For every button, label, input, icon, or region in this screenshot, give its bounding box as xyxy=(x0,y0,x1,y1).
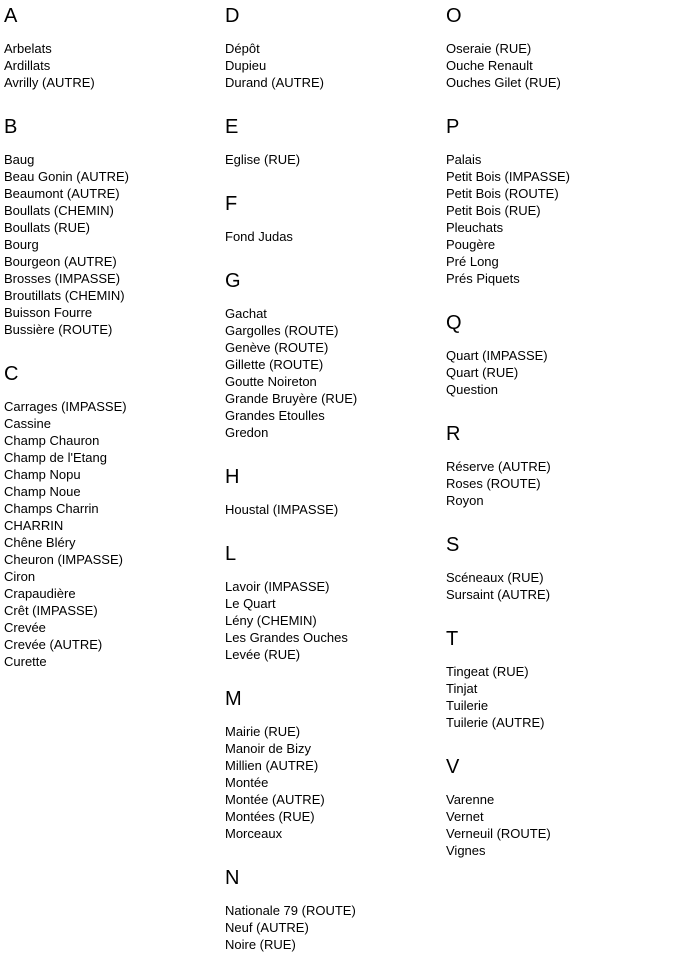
letter-heading: F xyxy=(225,193,238,215)
index-entry[interactable]: Gachat xyxy=(225,306,267,321)
letter-section xyxy=(225,866,446,953)
letter-section xyxy=(225,687,446,842)
index-entry[interactable]: Prés Piquets xyxy=(446,271,520,286)
index-entry[interactable]: Dépôt xyxy=(225,41,260,56)
index-entry[interactable]: Sursaint (AUTRE) xyxy=(446,587,551,602)
index-entry[interactable]: Neuf (AUTRE) xyxy=(225,920,309,935)
letter-heading: M xyxy=(225,688,242,710)
index-column xyxy=(446,4,667,953)
index-entry[interactable]: Carrages (IMPASSE) xyxy=(4,399,127,414)
letter-heading: A xyxy=(4,5,18,27)
index-entry[interactable]: Crevée xyxy=(4,620,46,635)
index-entry[interactable]: Chêne Bléry xyxy=(4,535,76,550)
index-entry[interactable]: Gargolles (ROUTE) xyxy=(225,323,339,338)
letter-heading: S xyxy=(446,534,460,556)
index-entry[interactable]: Baug xyxy=(4,152,35,167)
letter-section xyxy=(446,311,667,398)
index-entry[interactable]: Beau Gonin (AUTRE) xyxy=(4,169,129,184)
letter-heading: D xyxy=(225,5,240,27)
index-entry[interactable]: Champ Nopu xyxy=(4,467,81,482)
index-entry[interactable]: Quart (IMPASSE) xyxy=(446,348,548,363)
index-entry[interactable]: Cassine xyxy=(4,416,51,431)
index-entry[interactable]: Manoir de Bizy xyxy=(225,741,311,756)
letter-section xyxy=(225,4,446,91)
index-column xyxy=(225,4,446,953)
index-entry[interactable]: Tuilerie xyxy=(446,698,489,713)
letter-section xyxy=(446,533,667,603)
index-entry[interactable]: Question xyxy=(446,382,499,397)
index-entry[interactable]: Avrilly (AUTRE) xyxy=(4,75,95,90)
index-entry[interactable]: Le Quart xyxy=(225,596,276,611)
index-entry[interactable]: Champ de l'Etang xyxy=(4,450,107,465)
index-entry[interactable]: Réserve (AUTRE) xyxy=(446,459,551,474)
index-entry[interactable]: Oseraie (RUE) xyxy=(446,41,532,56)
letter-heading: L xyxy=(225,543,237,565)
index-entry[interactable]: Vignes xyxy=(446,843,486,858)
index-entry[interactable]: Champ Noue xyxy=(4,484,81,499)
index-entry[interactable]: Crapaudière xyxy=(4,586,76,601)
index-entry[interactable]: Millien (AUTRE) xyxy=(225,758,319,773)
index-entry[interactable]: Petit Bois (RUE) xyxy=(446,203,541,218)
index-entry[interactable]: Vernet xyxy=(446,809,484,824)
index-entry[interactable]: Eglise (RUE) xyxy=(225,152,301,167)
letter-heading: C xyxy=(4,363,19,385)
index-entry[interactable]: Bourgeon (AUTRE) xyxy=(4,254,117,269)
letter-heading: E xyxy=(225,116,239,138)
letter-section xyxy=(225,542,446,663)
index-entry[interactable]: Roses (ROUTE) xyxy=(446,476,541,491)
index-entry[interactable]: Pleuchats xyxy=(446,220,504,235)
index-entry[interactable]: Verneuil (ROUTE) xyxy=(446,826,551,841)
index-entry[interactable]: Cheuron (IMPASSE) xyxy=(4,552,123,567)
index-entry[interactable]: Petit Bois (IMPASSE) xyxy=(446,169,571,184)
index-entry[interactable]: Royon xyxy=(446,493,484,508)
index-entry[interactable]: Tingeat (RUE) xyxy=(446,664,529,679)
letter-heading: V xyxy=(446,756,460,778)
index-entry[interactable]: Pougère xyxy=(446,237,496,252)
index-entry[interactable]: Nationale 79 (ROUTE) xyxy=(225,903,356,918)
letter-heading: O xyxy=(446,5,462,27)
letter-section xyxy=(225,115,446,168)
index-entry[interactable]: Curette xyxy=(4,654,47,669)
index-entry[interactable]: Boullats (RUE) xyxy=(4,220,90,235)
index-entry[interactable]: Ouches Gilet (RUE) xyxy=(446,75,561,90)
letter-section xyxy=(4,115,225,338)
index-entry[interactable]: Crêt (IMPASSE) xyxy=(4,603,98,618)
index-entry[interactable]: Gredon xyxy=(225,425,269,440)
index-entry[interactable]: Arbelats xyxy=(4,41,52,56)
index-entry[interactable]: Ardillats xyxy=(4,58,51,73)
index-entry[interactable]: Bourg xyxy=(4,237,39,252)
letter-heading: B xyxy=(4,116,18,138)
index-entry[interactable]: Varenne xyxy=(446,792,495,807)
index-entry[interactable]: Lavoir (IMPASSE) xyxy=(225,579,330,594)
index-entry[interactable]: Montée xyxy=(225,775,269,790)
index-entry[interactable]: Goutte Noireton xyxy=(225,374,317,389)
index-entry[interactable]: Houstal (IMPASSE) xyxy=(225,502,339,517)
index-column xyxy=(4,4,225,953)
letter-section xyxy=(4,4,225,91)
index-entry[interactable]: Tuilerie (AUTRE) xyxy=(446,715,545,730)
index-entry[interactable]: CHARRIN xyxy=(4,518,64,533)
index-entry[interactable]: Genève (ROUTE) xyxy=(225,340,329,355)
index-entry[interactable]: Durand (AUTRE) xyxy=(225,75,324,90)
index-entry[interactable]: Boullats (CHEMIN) xyxy=(4,203,114,218)
index-entry[interactable]: Noire (RUE) xyxy=(225,937,296,952)
letter-section xyxy=(225,269,446,441)
index-entry[interactable]: Montée (AUTRE) xyxy=(225,792,325,807)
index-entry[interactable]: Montées (RUE) xyxy=(225,809,315,824)
letter-heading: T xyxy=(446,628,459,650)
letter-section xyxy=(4,362,225,670)
index-entry[interactable]: Champs Charrin xyxy=(4,501,99,516)
index-entry[interactable]: Ciron xyxy=(4,569,36,584)
index-entry[interactable]: Mairie (RUE) xyxy=(225,724,301,739)
letter-heading: H xyxy=(225,466,240,488)
letter-section xyxy=(446,422,667,509)
index-entry[interactable]: Grandes Etoulles xyxy=(225,408,325,423)
index-entry[interactable]: Brosses (IMPASSE) xyxy=(4,271,121,286)
index-entry[interactable]: Scéneaux (RUE) xyxy=(446,570,544,585)
index-entry[interactable]: Champ Chauron xyxy=(4,433,100,448)
index-entry[interactable]: Buisson Fourre xyxy=(4,305,93,320)
index-entry[interactable]: Fond Judas xyxy=(225,229,293,244)
index-entry[interactable]: Dupieu xyxy=(225,58,267,73)
letter-heading: Q xyxy=(446,312,462,334)
letter-heading: G xyxy=(225,270,241,292)
index-entry[interactable]: Pré Long xyxy=(446,254,499,269)
index-entry[interactable]: Beaumont (AUTRE) xyxy=(4,186,120,201)
letter-heading: R xyxy=(446,423,461,445)
letter-section xyxy=(225,192,446,245)
index-entry[interactable]: Broutillats (CHEMIN) xyxy=(4,288,125,303)
index-entry[interactable]: Bussière (ROUTE) xyxy=(4,322,113,337)
letter-section xyxy=(446,4,667,91)
letter-section xyxy=(225,465,446,518)
index-entry[interactable]: Gillette (ROUTE) xyxy=(225,357,324,372)
letter-section xyxy=(446,115,667,287)
index-entry[interactable]: Morceaux xyxy=(225,826,283,841)
index-entry[interactable]: Levée (RUE) xyxy=(225,647,301,662)
index-entry[interactable]: Quart (RUE) xyxy=(446,365,519,380)
index-entry[interactable]: Tinjat xyxy=(446,681,478,696)
letter-section xyxy=(446,627,667,731)
index-entry[interactable]: Grande Bruyère (RUE) xyxy=(225,391,358,406)
index-entry[interactable]: Les Grandes Ouches xyxy=(225,630,348,645)
index-entry[interactable]: Crevée (AUTRE) xyxy=(4,637,103,652)
letter-section xyxy=(446,755,667,859)
index-entry[interactable]: Petit Bois (ROUTE) xyxy=(446,186,559,201)
index-entry[interactable]: Lény (CHEMIN) xyxy=(225,613,317,628)
index-entry[interactable]: Palais xyxy=(446,152,482,167)
letter-heading: P xyxy=(446,116,460,138)
index-entry[interactable]: Ouche Renault xyxy=(446,58,533,73)
letter-heading: N xyxy=(225,867,240,889)
